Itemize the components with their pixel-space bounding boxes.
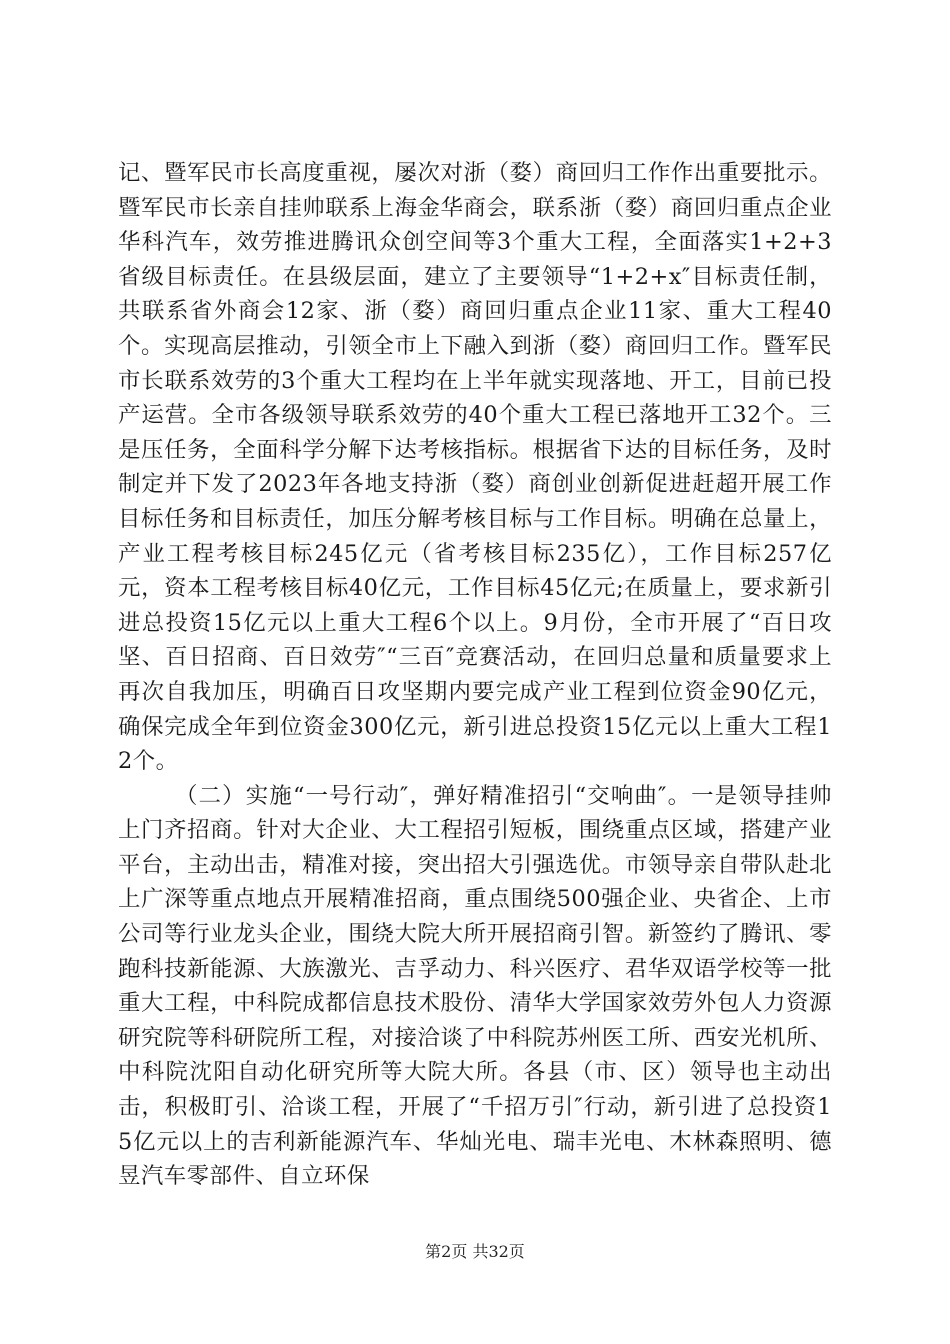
document-body: [118, 156, 832, 1194]
paragraph-2: （二）实施“一号行动″，弹好精准招引“交响曲″。一是领导挂帅上门齐招商。针对大企业、大工程招引短板，围绕重点区域，搭建产业平台，主动出击，精准对接，突出招大引强选优。市领导亲自带队赴北上广深等重点地点开展精准招商，重点围绕500强企业、央省企、上市公司等行业龙头企业，围绕大院大所开展招商引智。新签约了腾讯、零跑科技新能源、大族激光、吉孚动力、科兴医疗、君华双语学校等一批重大工程，中科院成都信息技术股份、清华大学国家效劳外包人力资源研究院等科研院所工程，对接洽谈了中科院苏州医工所、西安光机所、中科院沈阳自动化研究所等大院大所。各县（市、区）领导也主动出击，积极盯引、洽谈工程，开展了“千招万引″行动，新引进了总投资15亿元以上的吉利新能源汽车、华灿光电、瑞丰光电、木林森照明、德昱汽车零部件、自立环保: [118, 782, 832, 1190]
paragraph-1: 记、暨军民市长高度重视，屡次对浙（婺）商回归工作作出重要批示。暨军民市长亲自挂帅联系上海金华商会，联系浙（婺）商回归重点企业华科汽车，效劳推进腾讯众创空间等3个重大工程，全面落实1+2+3省级目标责任。在县级层面，建立了主要领导“1+2+x″目标责任制，共联系省外商会12家、浙（婺）商回归重点企业11家、重大工程40个。实现高层推动，引领全市上下融入到浙（婺）商回归工作。暨军民市长联系效劳的3个重大工程均在上半年就实现落地、开工，目前已投产运营。全市各级领导联系效劳的40个重大工程已落地开工32个。三是压任务，全面科学分解下达考核指标。根据省下达的目标任务，及时制定并下发了2023年各地支持浙（婺）商创业创新促进赶超开展工作目标任务和目标责任，加压分解考核目标与工作目标。明确在总量上，产业工程考核目标245亿元（省考核目标235亿），工作目标257亿元，资本工程考核目标40亿元，工作目标45亿元;在质量上，要求新引进总投资15亿元以上重大工程6个以上。9月份，全市开展了“百日攻坚、百日招商、百日效劳″“三百″竞赛活动，在回归总量和质量要求上再次自我加压，明确百日攻坚期内要完成产业工程到位资金90亿元，确保完成全年到位资金300亿元，新引进总投资15亿元以上重大工程12个。: [118, 160, 832, 775]
page-number-footer: 第2页 共32页: [425, 1242, 525, 1261]
